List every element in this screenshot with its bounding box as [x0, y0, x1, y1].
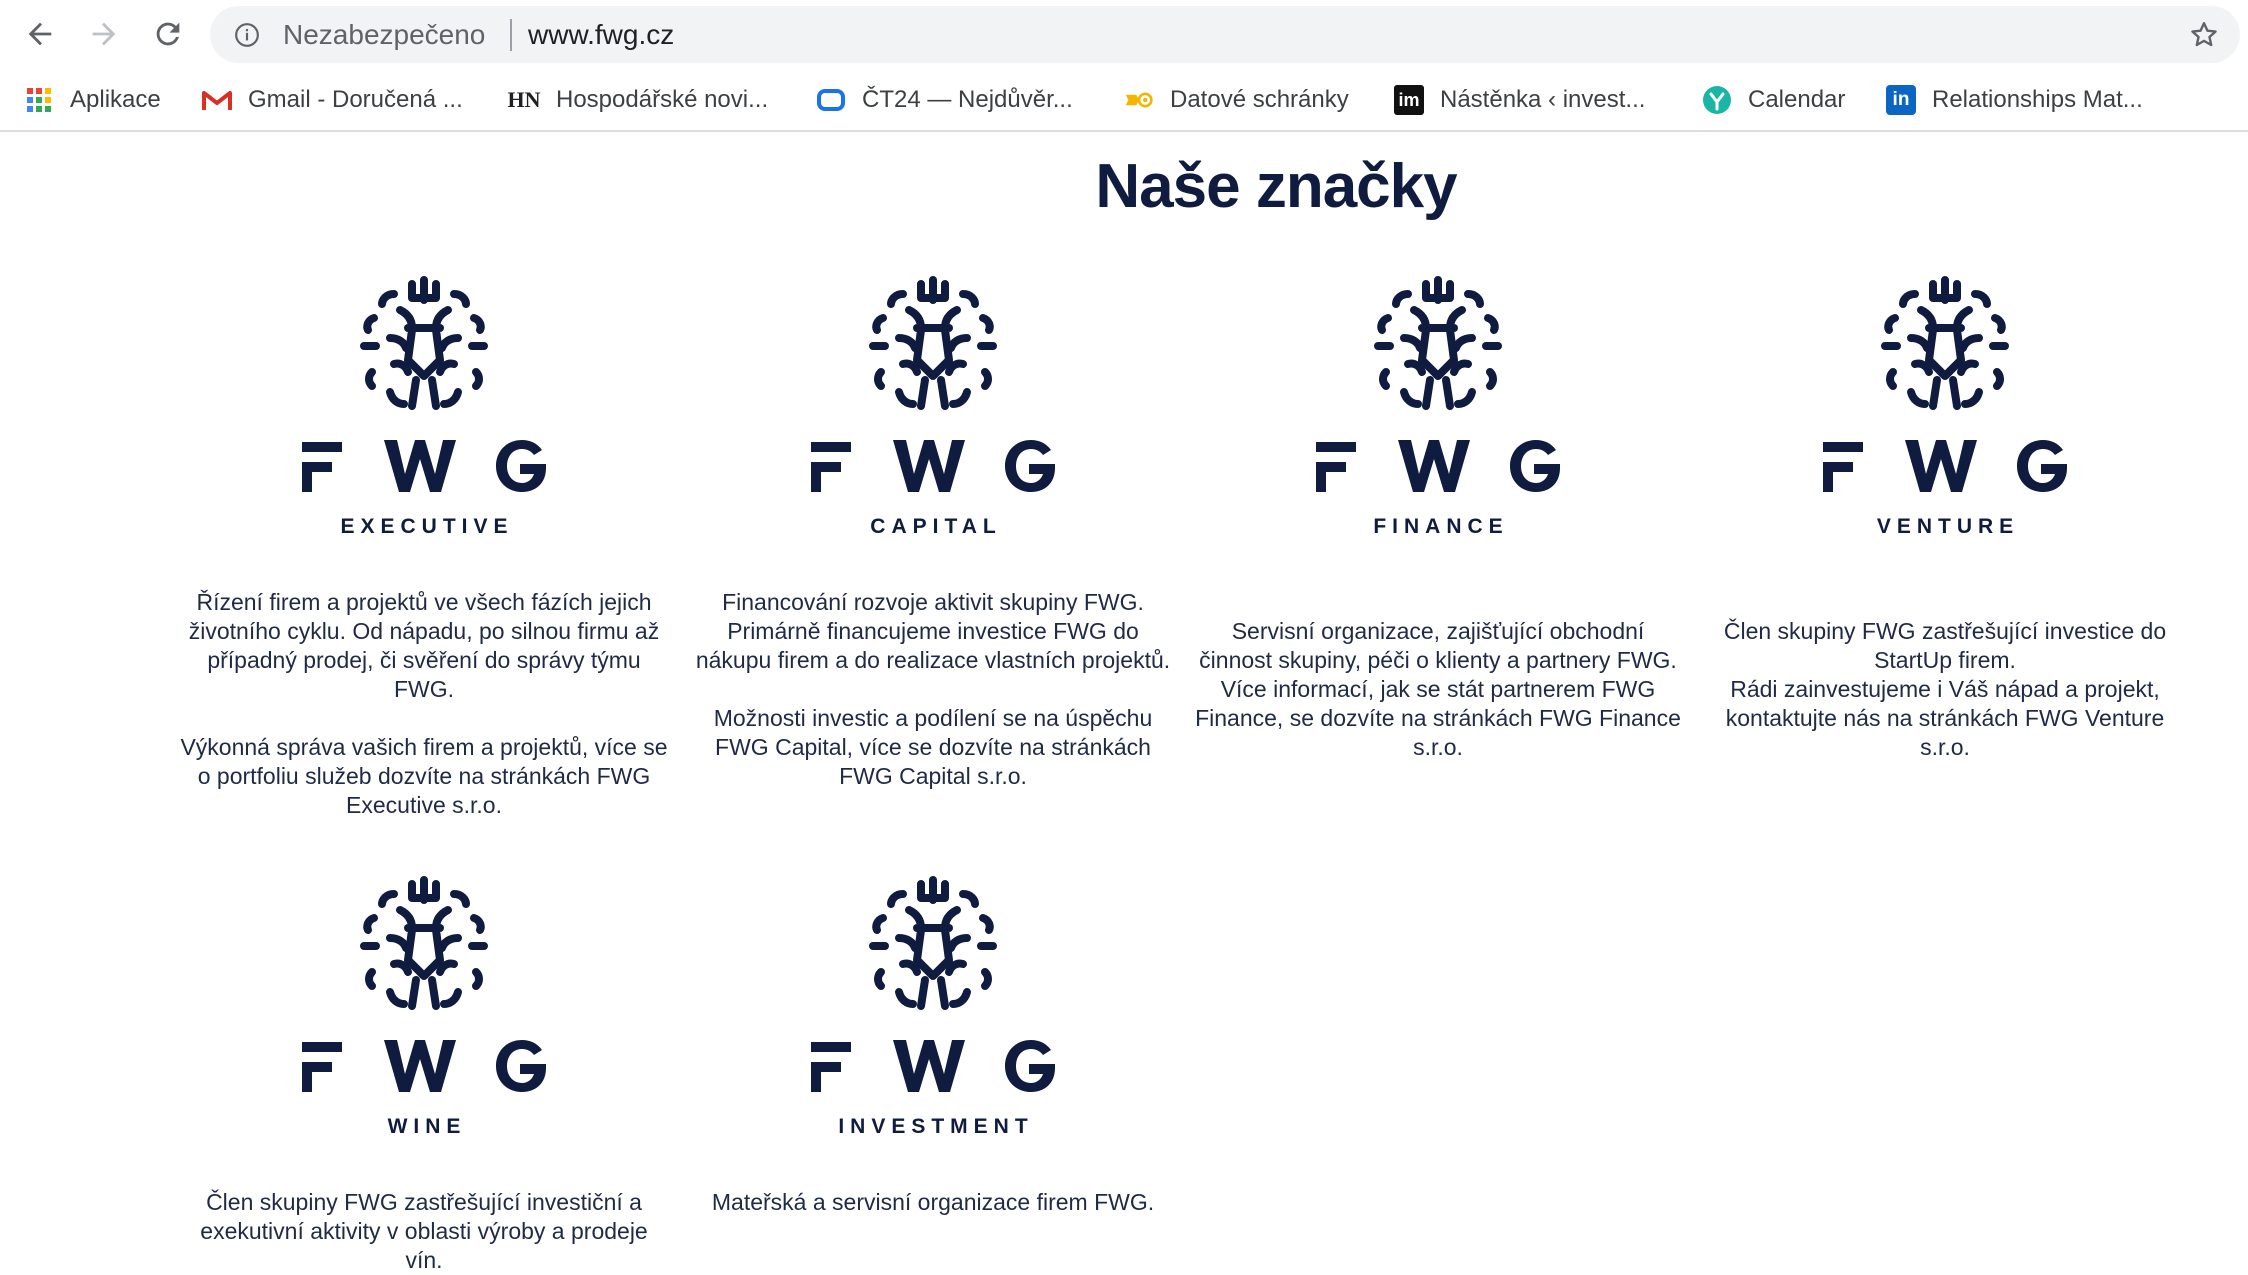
bookmark-gmail[interactable]: [202, 82, 463, 118]
reload-button[interactable]: [144, 10, 192, 58]
brand-description: [1193, 588, 1683, 791]
fwg-wordmark-icon: [811, 1036, 1055, 1096]
gmail-icon: [202, 85, 232, 115]
im-icon: im: [1394, 85, 1424, 115]
omnibox-divider: [510, 19, 512, 51]
page-title: Naše značky: [1095, 152, 1457, 221]
apps-grid-icon: [24, 85, 54, 115]
fwg-wordmark-icon: [1823, 436, 2067, 496]
bookmark-ct24[interactable]: [816, 82, 1073, 118]
bookmark-label: Datové schránky: [1170, 86, 1349, 113]
brand-card-executive[interactable]: [174, 276, 674, 820]
brand-card-investment[interactable]: [683, 876, 1183, 1217]
bookmark-hn[interactable]: [508, 82, 768, 118]
bookmark-nastenka[interactable]: [1394, 82, 1645, 118]
brand-name: WINE: [387, 1115, 467, 1138]
forward-button[interactable]: [80, 10, 128, 58]
fwg-lion-logo-icon: [354, 876, 494, 1016]
brand-name: INVESTMENT: [838, 1115, 1034, 1138]
brand-description-paragraph: Člen skupiny FWG zastřešující investice do StartUp firem. Rádi zainvestujeme i Váš nápad a projekt, kontaktujte nás na stránkách FWG Venture s.r.o.: [1723, 618, 2167, 760]
bookmarks-bar: [0, 68, 2248, 132]
datove-schranky-icon: [1124, 85, 1154, 115]
bookmark-label: Hospodářské novi...: [556, 86, 769, 113]
brand-name: VENTURE: [1876, 515, 2020, 538]
brand-description: [688, 1188, 1178, 1217]
bookmark-label: Calendar: [1748, 86, 1846, 113]
brand-description-paragraph: Řízení firem a projektů ve všech fázích jejich životního cyklu. Od nápadu, po silnou firmu až případný prodej, či svěření do správy týmu FWG.: [188, 589, 660, 702]
address-bar[interactable]: [210, 6, 2240, 63]
brand-card-finance[interactable]: [1188, 276, 1688, 791]
fwg-wordmark-icon: [811, 436, 1055, 496]
bookmark-label: Nástěnka ‹ invest...: [1440, 86, 1646, 113]
brand-description-paragraph: Výkonná správa vašich firem a projektů, více se o portfoliu služeb dozvíte na stránkách FWG Executive s.r.o.: [180, 734, 668, 818]
hn-icon: HN: [507, 87, 541, 112]
calendar-icon: [1702, 85, 1732, 115]
bookmark-label: Relationships Mat...: [1932, 86, 2143, 113]
brand-description: [688, 588, 1178, 791]
brand-description: [194, 1188, 654, 1275]
browser-toolbar: [0, 0, 2248, 68]
fwg-lion-logo-icon: [1875, 276, 2015, 416]
brand-card-venture[interactable]: [1695, 276, 2195, 791]
back-arrow-icon: [23, 17, 57, 51]
bookmark-label: Aplikace: [70, 86, 161, 113]
bookmark-datove-schranky[interactable]: [1124, 82, 1349, 118]
fwg-wordmark-icon: [302, 1036, 546, 1096]
web-page: [0, 134, 2248, 1272]
fwg-lion-logo-icon: [354, 276, 494, 416]
brand-name: CAPITAL: [870, 515, 1002, 538]
fwg-lion-logo-icon: [863, 876, 1003, 1016]
brand-description: [1700, 588, 2190, 791]
brand-description-paragraph: Možnosti investic a podílení se na úspěchu FWG Capital, více se dozvíte na stránkách FWG Capital s.r.o.: [713, 705, 1153, 789]
brand-description-paragraph: Servisní organizace, zajišťující obchodní činnost skupiny, péči o klienty a partnery FWG. Více informací, jak se stát partnerem FWG Finance, se dozvíte na stránkách FWG Finance s.r.o.: [1195, 618, 1681, 760]
fwg-lion-logo-icon: [863, 276, 1003, 416]
brand-description-paragraph: Člen skupiny FWG zastřešující investiční a exekutivní aktivity v oblasti výroby a prodeje vín.: [200, 1189, 648, 1273]
fwg-lion-logo-icon: [1368, 276, 1508, 416]
bookmark-label: ČT24 — Nejdůvěr...: [862, 86, 1073, 113]
brand-name: FINANCE: [1373, 515, 1509, 538]
bookmark-linkedin[interactable]: [1886, 82, 2143, 118]
reload-icon: [151, 17, 185, 51]
brand-card-wine[interactable]: [174, 876, 674, 1275]
forward-arrow-icon: [87, 17, 121, 51]
info-icon[interactable]: [234, 22, 260, 48]
bookmark-calendar[interactable]: [1702, 82, 1845, 118]
linkedin-icon: in: [1886, 85, 1916, 115]
brand-card-capital[interactable]: [683, 276, 1183, 791]
ct24-icon: [816, 85, 846, 115]
brand-description-paragraph: Mateřská a servisní organizace firem FWG.: [711, 1189, 1155, 1215]
brand-description-paragraph: Financování rozvoje aktivit skupiny FWG. Primárně financujeme investice FWG do nákupu firem a do realizace vlastních projektů.: [695, 589, 1171, 673]
fwg-wordmark-icon: [1316, 436, 1560, 496]
security-status[interactable]: Nezabezpečeno: [283, 19, 486, 50]
bookmark-label: Gmail - Doručená ...: [248, 86, 463, 113]
url-text[interactable]: www.fwg.cz: [528, 19, 675, 50]
fwg-wordmark-icon: [302, 436, 546, 496]
back-button[interactable]: [16, 10, 64, 58]
bookmark-star-icon[interactable]: [2188, 19, 2220, 51]
bookmark-apps[interactable]: [24, 82, 161, 118]
brand-name: EXECUTIVE: [340, 515, 514, 538]
brand-description: [179, 588, 669, 820]
